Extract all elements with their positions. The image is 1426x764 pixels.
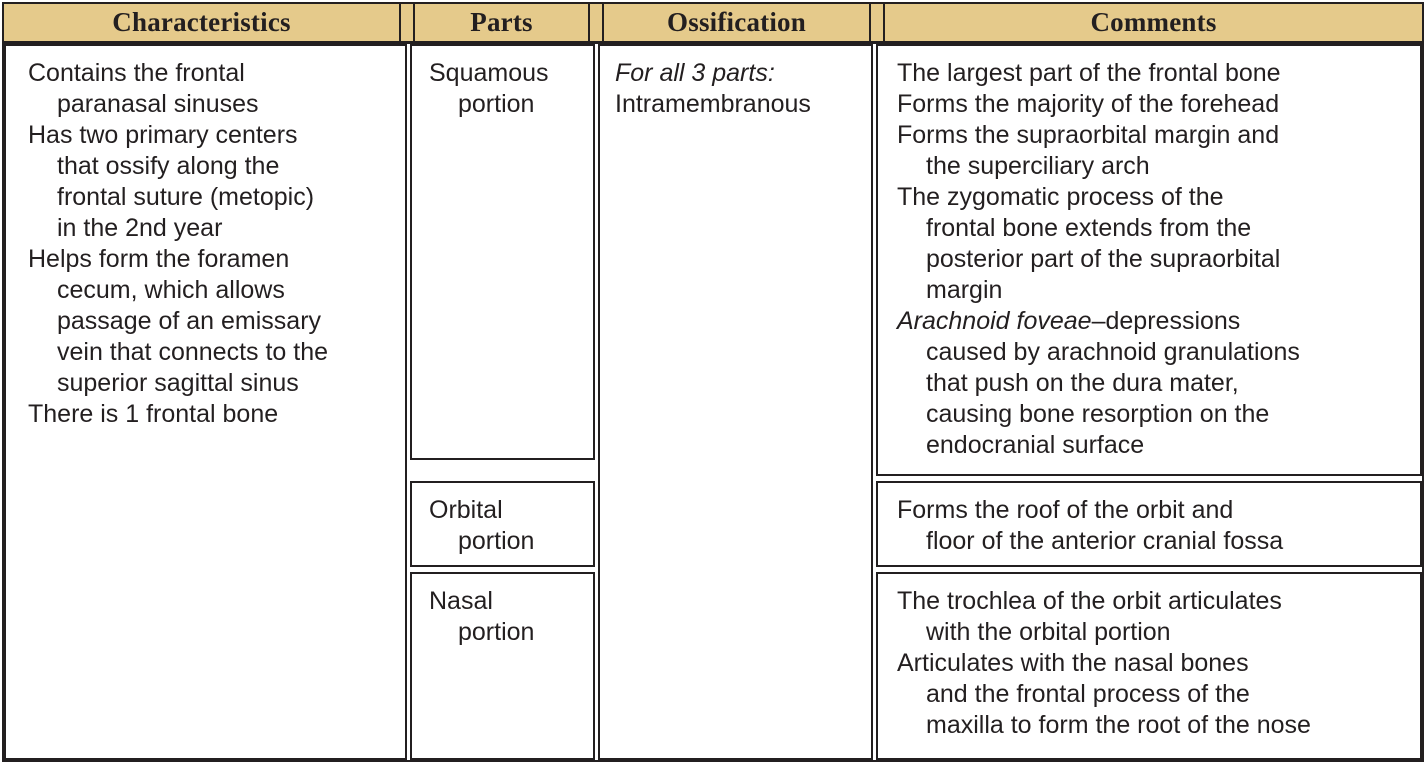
text-line: portion bbox=[458, 527, 535, 555]
text-line: causing bone resorption on the bbox=[926, 400, 1270, 428]
text-line: vein that connects to the bbox=[57, 338, 329, 366]
comments-cell-nasal bbox=[876, 572, 1422, 760]
frontal-bone-table bbox=[2, 2, 1424, 762]
list-item bbox=[28, 58, 397, 120]
text-line: There is 1 frontal bone bbox=[28, 400, 279, 428]
list-item bbox=[28, 399, 397, 430]
ossification-note: For all 3 parts: bbox=[615, 59, 775, 87]
header-comments: Comments bbox=[883, 4, 1422, 41]
text-line: that ossify along the bbox=[57, 152, 280, 180]
text-line: Arachnoid foveae–depressions bbox=[897, 307, 1241, 335]
parts-cell-squamous bbox=[410, 44, 595, 460]
list-item bbox=[897, 586, 1412, 648]
header-ossification: Ossification bbox=[602, 4, 871, 41]
text-line: Contains the frontal bbox=[28, 59, 245, 87]
list-item bbox=[897, 58, 1412, 89]
list-item bbox=[897, 495, 1412, 557]
text-line: Squamous bbox=[429, 59, 549, 87]
text-line: floor of the anterior cranial fossa bbox=[926, 527, 1284, 555]
text-line: the superciliary arch bbox=[926, 152, 1150, 180]
text-line: passage of an emissary bbox=[57, 307, 322, 335]
text-line: that push on the dura mater, bbox=[926, 369, 1239, 397]
table-header-row bbox=[4, 4, 1422, 44]
text-line: maxilla to form the root of the nose bbox=[926, 711, 1311, 739]
text-line: margin bbox=[926, 276, 1003, 304]
text-line: The zygomatic process of the bbox=[897, 183, 1224, 211]
list-item bbox=[897, 182, 1412, 306]
text-line: Helps form the foramen bbox=[28, 245, 290, 273]
text-line: frontal bone extends from the bbox=[926, 214, 1252, 242]
text-line: Forms the supraorbital margin and bbox=[897, 121, 1280, 149]
ossification-cell bbox=[598, 44, 873, 760]
ossification-value: Intramembranous bbox=[615, 90, 811, 118]
text-line: caused by arachnoid granulations bbox=[926, 338, 1300, 366]
parts-cell-orbital bbox=[410, 481, 595, 567]
italic-term: Arachnoid foveae bbox=[897, 307, 1092, 335]
list-item bbox=[897, 648, 1412, 741]
text-line: with the orbital portion bbox=[926, 618, 1171, 646]
header-characteristics: Characteristics bbox=[4, 4, 401, 41]
text-line: cecum, which allows bbox=[57, 276, 285, 304]
text-line: portion bbox=[458, 618, 535, 646]
text-line: posterior part of the supraorbital bbox=[926, 245, 1281, 273]
text-line: Nasal bbox=[429, 587, 493, 615]
list-item bbox=[28, 120, 397, 244]
text-line: endocranial surface bbox=[926, 431, 1145, 459]
text-line: Orbital bbox=[429, 496, 503, 524]
text-line: and the frontal process of the bbox=[926, 680, 1250, 708]
table-body bbox=[4, 44, 1422, 760]
text-line: paranasal sinuses bbox=[57, 90, 259, 118]
characteristics-cell bbox=[4, 44, 407, 760]
text-line: Forms the roof of the orbit and bbox=[897, 496, 1234, 524]
text-line: in the 2nd year bbox=[57, 214, 223, 242]
text-line: superior sagittal sinus bbox=[57, 369, 299, 397]
text-line: The trochlea of the orbit articulates bbox=[897, 587, 1282, 615]
text-line: Articulates with the nasal bones bbox=[897, 649, 1249, 677]
text-line: Forms the majority of the forehead bbox=[897, 90, 1280, 118]
list-item bbox=[28, 244, 397, 399]
text-line: portion bbox=[458, 90, 535, 118]
parts-cell-nasal bbox=[410, 572, 595, 760]
list-item bbox=[897, 120, 1412, 182]
text-line: The largest part of the frontal bone bbox=[897, 59, 1281, 87]
comments-cell-squamous bbox=[876, 44, 1422, 476]
list-item bbox=[897, 306, 1412, 461]
text-line: Has two primary centers bbox=[28, 121, 298, 149]
comments-cell-orbital bbox=[876, 481, 1422, 567]
header-parts: Parts bbox=[413, 4, 590, 41]
text-line: frontal suture (metopic) bbox=[57, 183, 315, 211]
list-item bbox=[897, 89, 1412, 120]
